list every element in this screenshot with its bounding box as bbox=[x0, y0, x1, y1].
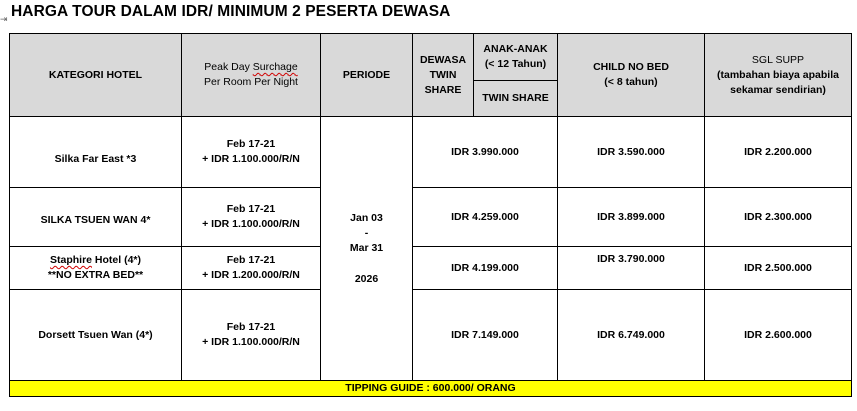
peak-date: Feb 17-21 bbox=[226, 321, 276, 333]
header-sgl-supp bbox=[705, 34, 852, 117]
header-child-no-bed bbox=[558, 34, 705, 117]
header-dewasa-line1: DEWASA bbox=[419, 53, 467, 66]
hotel-name: Silka Far East *3 bbox=[54, 152, 137, 165]
peak-surcharge-cell bbox=[182, 247, 321, 290]
sgl-supp-price-cell: IDR 2.300.000 bbox=[705, 188, 852, 247]
twin-share-price-cell: IDR 4.199.000 bbox=[413, 247, 558, 290]
peak-surcharge-cell bbox=[182, 290, 321, 381]
header-dewasa-twin-share bbox=[413, 34, 474, 117]
peak-date: Feb 17-21 bbox=[226, 254, 276, 266]
header-sgl-line2: (tambahan biaya apabila bbox=[717, 68, 839, 81]
twin-share-price-cell: IDR 4.259.000 bbox=[413, 188, 558, 247]
header-anak-line2: (< 12 Tahun) bbox=[484, 58, 547, 70]
header-sgl-line3: sekamar sendirian) bbox=[730, 83, 826, 96]
peak-amount: + IDR 1.100.000/R/N bbox=[202, 218, 300, 230]
price-table bbox=[9, 33, 852, 397]
peak-amount: + IDR 1.100.000/R/N bbox=[202, 153, 300, 165]
peak-amount: + IDR 1.200.000/R/N bbox=[202, 269, 300, 281]
spelling-flag-staphire: Staphire bbox=[49, 254, 92, 266]
child-no-bed-price-cell: IDR 3.899.000 bbox=[558, 188, 705, 247]
header-kategori-hotel: KATEGORI HOTEL bbox=[10, 34, 182, 117]
header-peak-line1: Peak Day Surchage bbox=[204, 61, 298, 73]
sgl-supp-price-cell: IDR 2.500.000 bbox=[705, 247, 852, 290]
sgl-supp-price-cell: IDR 2.600.000 bbox=[705, 290, 852, 381]
periode-year: 2026 bbox=[354, 272, 379, 285]
spelling-flag-surchage: Surchage bbox=[252, 61, 298, 73]
table-row bbox=[10, 188, 852, 247]
periode-end: Mar 31 bbox=[349, 241, 384, 254]
child-no-bed-price-cell: IDR 3.590.000 bbox=[558, 117, 705, 188]
table-row bbox=[10, 247, 852, 290]
header-peak-day bbox=[182, 34, 321, 117]
table-row bbox=[10, 117, 852, 188]
header-anak-twin-share: TWIN SHARE bbox=[474, 81, 558, 117]
hotel-note: **NO EXTRA BED** bbox=[47, 269, 144, 281]
header-cnb-line2: (< 8 tahun) bbox=[604, 76, 658, 88]
child-no-bed-price-cell: IDR 6.749.000 bbox=[558, 290, 705, 381]
hotel-name-cell bbox=[10, 117, 182, 188]
twin-share-price-cell: IDR 3.990.000 bbox=[413, 117, 558, 188]
peak-surcharge-cell bbox=[182, 117, 321, 188]
header-peak-line2: Per Room Per Night bbox=[204, 76, 298, 88]
header-dewasa-line3: SHARE bbox=[424, 83, 462, 96]
page-title: HARGA TOUR DALAM IDR/ MINIMUM 2 PESERTA DEWASA bbox=[11, 3, 451, 20]
header-dewasa-line2: TWIN bbox=[429, 68, 457, 81]
header-sgl-line1: SGL SUPP bbox=[751, 53, 805, 66]
peak-date: Feb 17-21 bbox=[226, 203, 276, 215]
hotel-name-cell: Dorsett Tsuen Wan (4*) bbox=[10, 290, 182, 381]
periode-dash: - bbox=[364, 226, 369, 239]
twin-share-price-cell: IDR 7.149.000 bbox=[413, 290, 558, 381]
periode-cell bbox=[321, 117, 413, 381]
header-periode: PERIODE bbox=[321, 34, 413, 117]
hotel-name: SILKA TSUEN WAN 4* bbox=[40, 213, 151, 226]
child-no-bed-price-cell: IDR 3.790.000 bbox=[558, 247, 705, 290]
peak-date: Feb 17-21 bbox=[226, 138, 276, 150]
header-cnb-line1: CHILD NO BED bbox=[593, 61, 669, 73]
header-anak-anak bbox=[474, 34, 558, 81]
hotel-name-cell bbox=[10, 247, 182, 290]
sgl-supp-price-cell: IDR 2.200.000 bbox=[705, 117, 852, 188]
tipping-guide: TIPPING GUIDE : 600.000/ ORANG bbox=[10, 381, 852, 397]
header-anak-line1: ANAK-ANAK bbox=[483, 43, 548, 55]
table-row bbox=[10, 290, 852, 381]
periode-start: Jan 03 bbox=[350, 211, 383, 224]
hotel-name-cell bbox=[10, 188, 182, 247]
hotel-name: Staphire Hotel (4*) bbox=[49, 254, 142, 266]
peak-surcharge-cell bbox=[182, 188, 321, 247]
paragraph-marker-icon: ⇥ bbox=[0, 14, 8, 24]
tipping-row bbox=[10, 381, 852, 397]
peak-amount: + IDR 1.100.000/R/N bbox=[202, 336, 300, 348]
